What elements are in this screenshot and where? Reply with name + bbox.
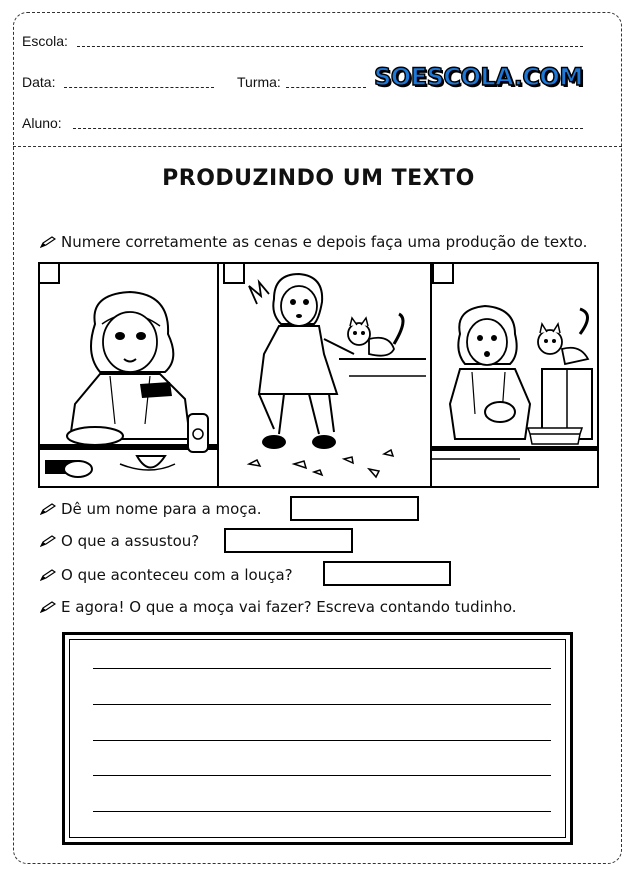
- girl-scared-broken-dishes-illustration: [219, 264, 426, 486]
- scene-panel-2: [217, 264, 432, 486]
- writing-line[interactable]: [93, 811, 551, 812]
- question-1-text: Dê um nome para a moça.: [61, 500, 262, 518]
- instruction-text: Numere corretamente as cenas e depois faça uma produção de texto.: [61, 233, 588, 251]
- answer-box-scared[interactable]: [224, 528, 353, 553]
- scene-2-number-box[interactable]: [223, 264, 245, 284]
- scene-3-number-box[interactable]: [432, 264, 454, 284]
- writing-line[interactable]: [93, 775, 551, 776]
- question-4: [40, 598, 517, 616]
- scene-panel-1: [40, 264, 217, 486]
- writing-line[interactable]: [93, 704, 551, 705]
- escola-input-line[interactable]: [77, 46, 583, 47]
- girl-holding-cup-with-cat-illustration: [430, 264, 597, 486]
- pencil-icon: [40, 535, 56, 547]
- question-3: [40, 566, 293, 584]
- turma-label: Turma:: [237, 74, 281, 90]
- pencil-icon: [40, 503, 56, 515]
- answer-box-name[interactable]: [290, 496, 419, 521]
- header-divider: [13, 146, 622, 147]
- turma-input-line[interactable]: [286, 87, 366, 88]
- writing-line[interactable]: [93, 740, 551, 741]
- scene-1-number-box[interactable]: [40, 264, 60, 284]
- soescola-logo: SOESCOLA.COM: [374, 63, 583, 91]
- scene-panels: [38, 262, 599, 488]
- aluno-label: Aluno:: [22, 115, 62, 131]
- data-label: Data:: [22, 74, 56, 90]
- instruction-line: [40, 233, 587, 251]
- writing-line[interactable]: [93, 668, 551, 669]
- question-4-text: E agora! O que a moça vai fazer? Escreva contando tudinho.: [61, 598, 517, 616]
- pencil-icon: [40, 601, 56, 613]
- scene-panel-3: [430, 264, 597, 486]
- girl-washing-dishes-illustration: [40, 264, 217, 486]
- aluno-input-line[interactable]: [73, 128, 583, 129]
- writing-area[interactable]: [62, 632, 573, 845]
- question-2: [40, 532, 199, 550]
- data-input-line[interactable]: [64, 87, 214, 88]
- page-title: PRODUZINDO UM TEXTO: [162, 166, 475, 191]
- pencil-icon: [40, 236, 56, 248]
- question-2-text: O que a assustou?: [61, 532, 200, 550]
- question-1: [40, 500, 262, 518]
- escola-label: Escola:: [22, 33, 68, 49]
- answer-box-dishes[interactable]: [323, 561, 451, 586]
- question-3-text: O que aconteceu com a louça?: [61, 566, 293, 584]
- pencil-icon: [40, 569, 56, 581]
